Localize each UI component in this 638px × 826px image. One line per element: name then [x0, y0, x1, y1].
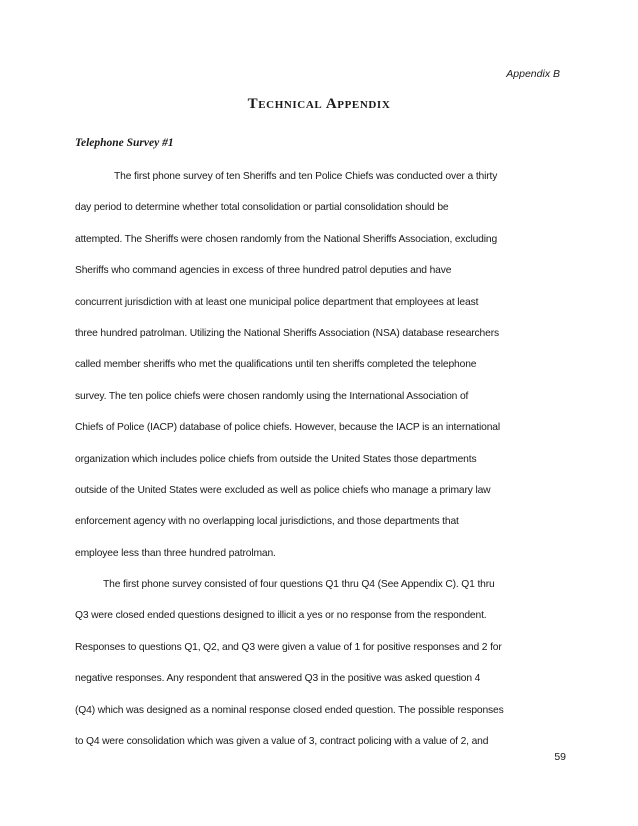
paragraph-line: day period to determine whether total consolidation or partial consolidation should be	[75, 202, 449, 214]
body-text	[75, 161, 565, 757]
paragraph-line: concurrent jurisdiction with at least one municipal police department that employees at least	[75, 296, 479, 308]
paragraph-line: three hundred patrolman. Utilizing the National Sheriffs Association (NSA) database researchers	[75, 327, 499, 339]
page-number: 59	[554, 751, 566, 763]
appendix-label: Appendix B	[506, 68, 560, 80]
paragraph-line: to Q4 were consolidation which was given a value of 3, contract policing with a value of 2, and	[75, 736, 489, 748]
paragraph-line: The first phone survey of ten Sheriffs and ten Police Chiefs was conducted over a thirty	[114, 171, 498, 182]
paragraph-line: (Q4) which was designed as a nominal response closed ended question. The possible responses	[75, 704, 504, 716]
paragraph-line: outside of the United States were excluded as well as police chiefs who manage a primary law	[75, 484, 491, 496]
paragraph-line: The first phone survey consisted of four questions Q1 thru Q4 (See Appendix C). Q1 thru	[103, 579, 495, 591]
paragraph-line: enforcement agency with no overlapping local jurisdictions, and those departments that	[75, 516, 459, 528]
paragraph-line: employee less than three hundred patrolman.	[75, 547, 276, 559]
paragraph-line: Sheriffs who command agencies in excess of three hundred patrol deputies and have	[75, 265, 452, 277]
paragraph-line: called member sheriffs who met the qualifications until ten sheriffs completed the telephone	[75, 359, 477, 371]
paragraph-line: attempted. The Sheriffs were chosen randomly from the National Sheriffs Association, excluding	[75, 233, 498, 245]
paragraph-line: negative responses. Any respondent that answered Q3 in the positive was asked question 4	[75, 673, 481, 685]
paragraph-line: organization which includes police chiefs from outside the United States those departments	[75, 453, 477, 465]
page-title: Technical Appendix	[247, 96, 391, 112]
paragraph-line: Chiefs of Police (IACP) database of police chiefs. However, because the IACP is an international	[75, 422, 500, 434]
paragraph-line: survey. The ten police chiefs were chosen randomly using the International Association of	[75, 390, 469, 402]
paragraph-line: Responses to questions Q1, Q2, and Q3 were given a value of 1 for positive responses and 2 for	[75, 641, 502, 653]
section-heading: Telephone Survey #1	[75, 137, 174, 149]
paragraph-line: Q3 were closed ended questions designed to illicit a yes or no response from the respondent.	[75, 610, 487, 622]
